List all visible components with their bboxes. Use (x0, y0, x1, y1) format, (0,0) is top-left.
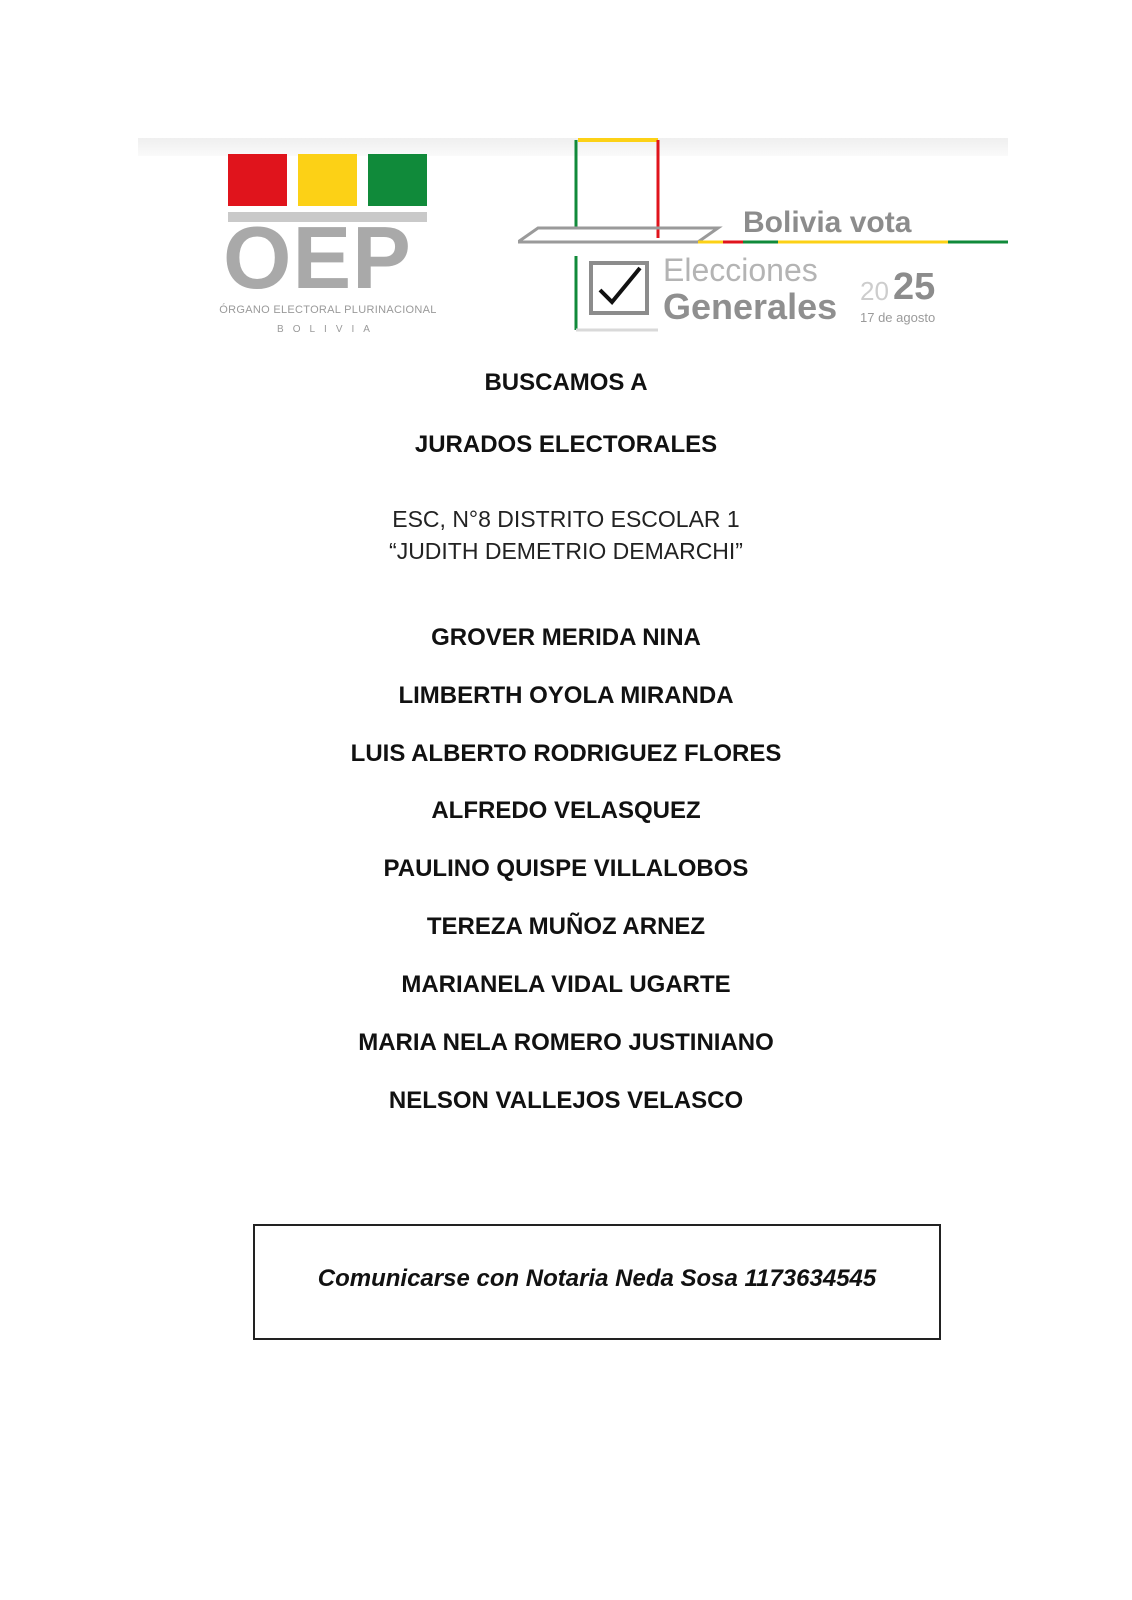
contact-box (253, 1224, 941, 1340)
contact-text: Comunicarse con Notaria Neda Sosa 1173634545 (317, 1265, 877, 1292)
list-item: ALFREDO VELASQUEZ (431, 797, 701, 824)
list-item: MARIANELA VIDAL UGARTE (401, 971, 731, 998)
flag-red-square (228, 154, 287, 206)
heading-line-1: BUSCAMOS A (484, 369, 648, 396)
generales-text: Generales (663, 286, 838, 327)
oep-wordmark: OEP (223, 208, 412, 307)
oep-subtitle: ÓRGANO ELECTORAL PLURINACIONAL (219, 304, 437, 316)
flag-green-square (368, 154, 427, 206)
header-banner (138, 138, 1008, 348)
list-item: PAULINO QUISPE VILLALOBOS (383, 855, 749, 882)
election-date: 17 de agosto (860, 310, 936, 325)
list-item: TEREZA MUÑOZ ARNEZ (426, 913, 706, 940)
list-item: NELSON VALLEJOS VELASCO (388, 1087, 744, 1114)
list-item: LUIS ALBERTO RODRIGUEZ FLORES (350, 740, 782, 767)
list-item: MARIA NELA ROMERO JUSTINIANO (358, 1029, 774, 1056)
heading-line-2: JURADOS ELECTORALES (414, 431, 718, 458)
elecciones-text: Elecciones (663, 252, 818, 288)
oep-country: BOLIVIA (277, 324, 379, 335)
oep-logo (193, 154, 463, 344)
school-line-2: “JUDITH DEMETRIO DEMARCHI” (389, 538, 743, 564)
year-suffix: 25 (893, 266, 936, 308)
elecciones-generales-logo (518, 138, 1008, 348)
flag-yellow-square (298, 154, 357, 206)
bolivia-vota-text: Bolivia vota (743, 206, 912, 239)
list-item: GROVER MERIDA NINA (431, 624, 701, 651)
list-item: LIMBERTH OYOLA MIRANDA (398, 682, 734, 709)
school-line-1: ESC, N°8 DISTRITO ESCOLAR 1 (392, 506, 740, 532)
year-prefix: 20 (860, 276, 889, 306)
